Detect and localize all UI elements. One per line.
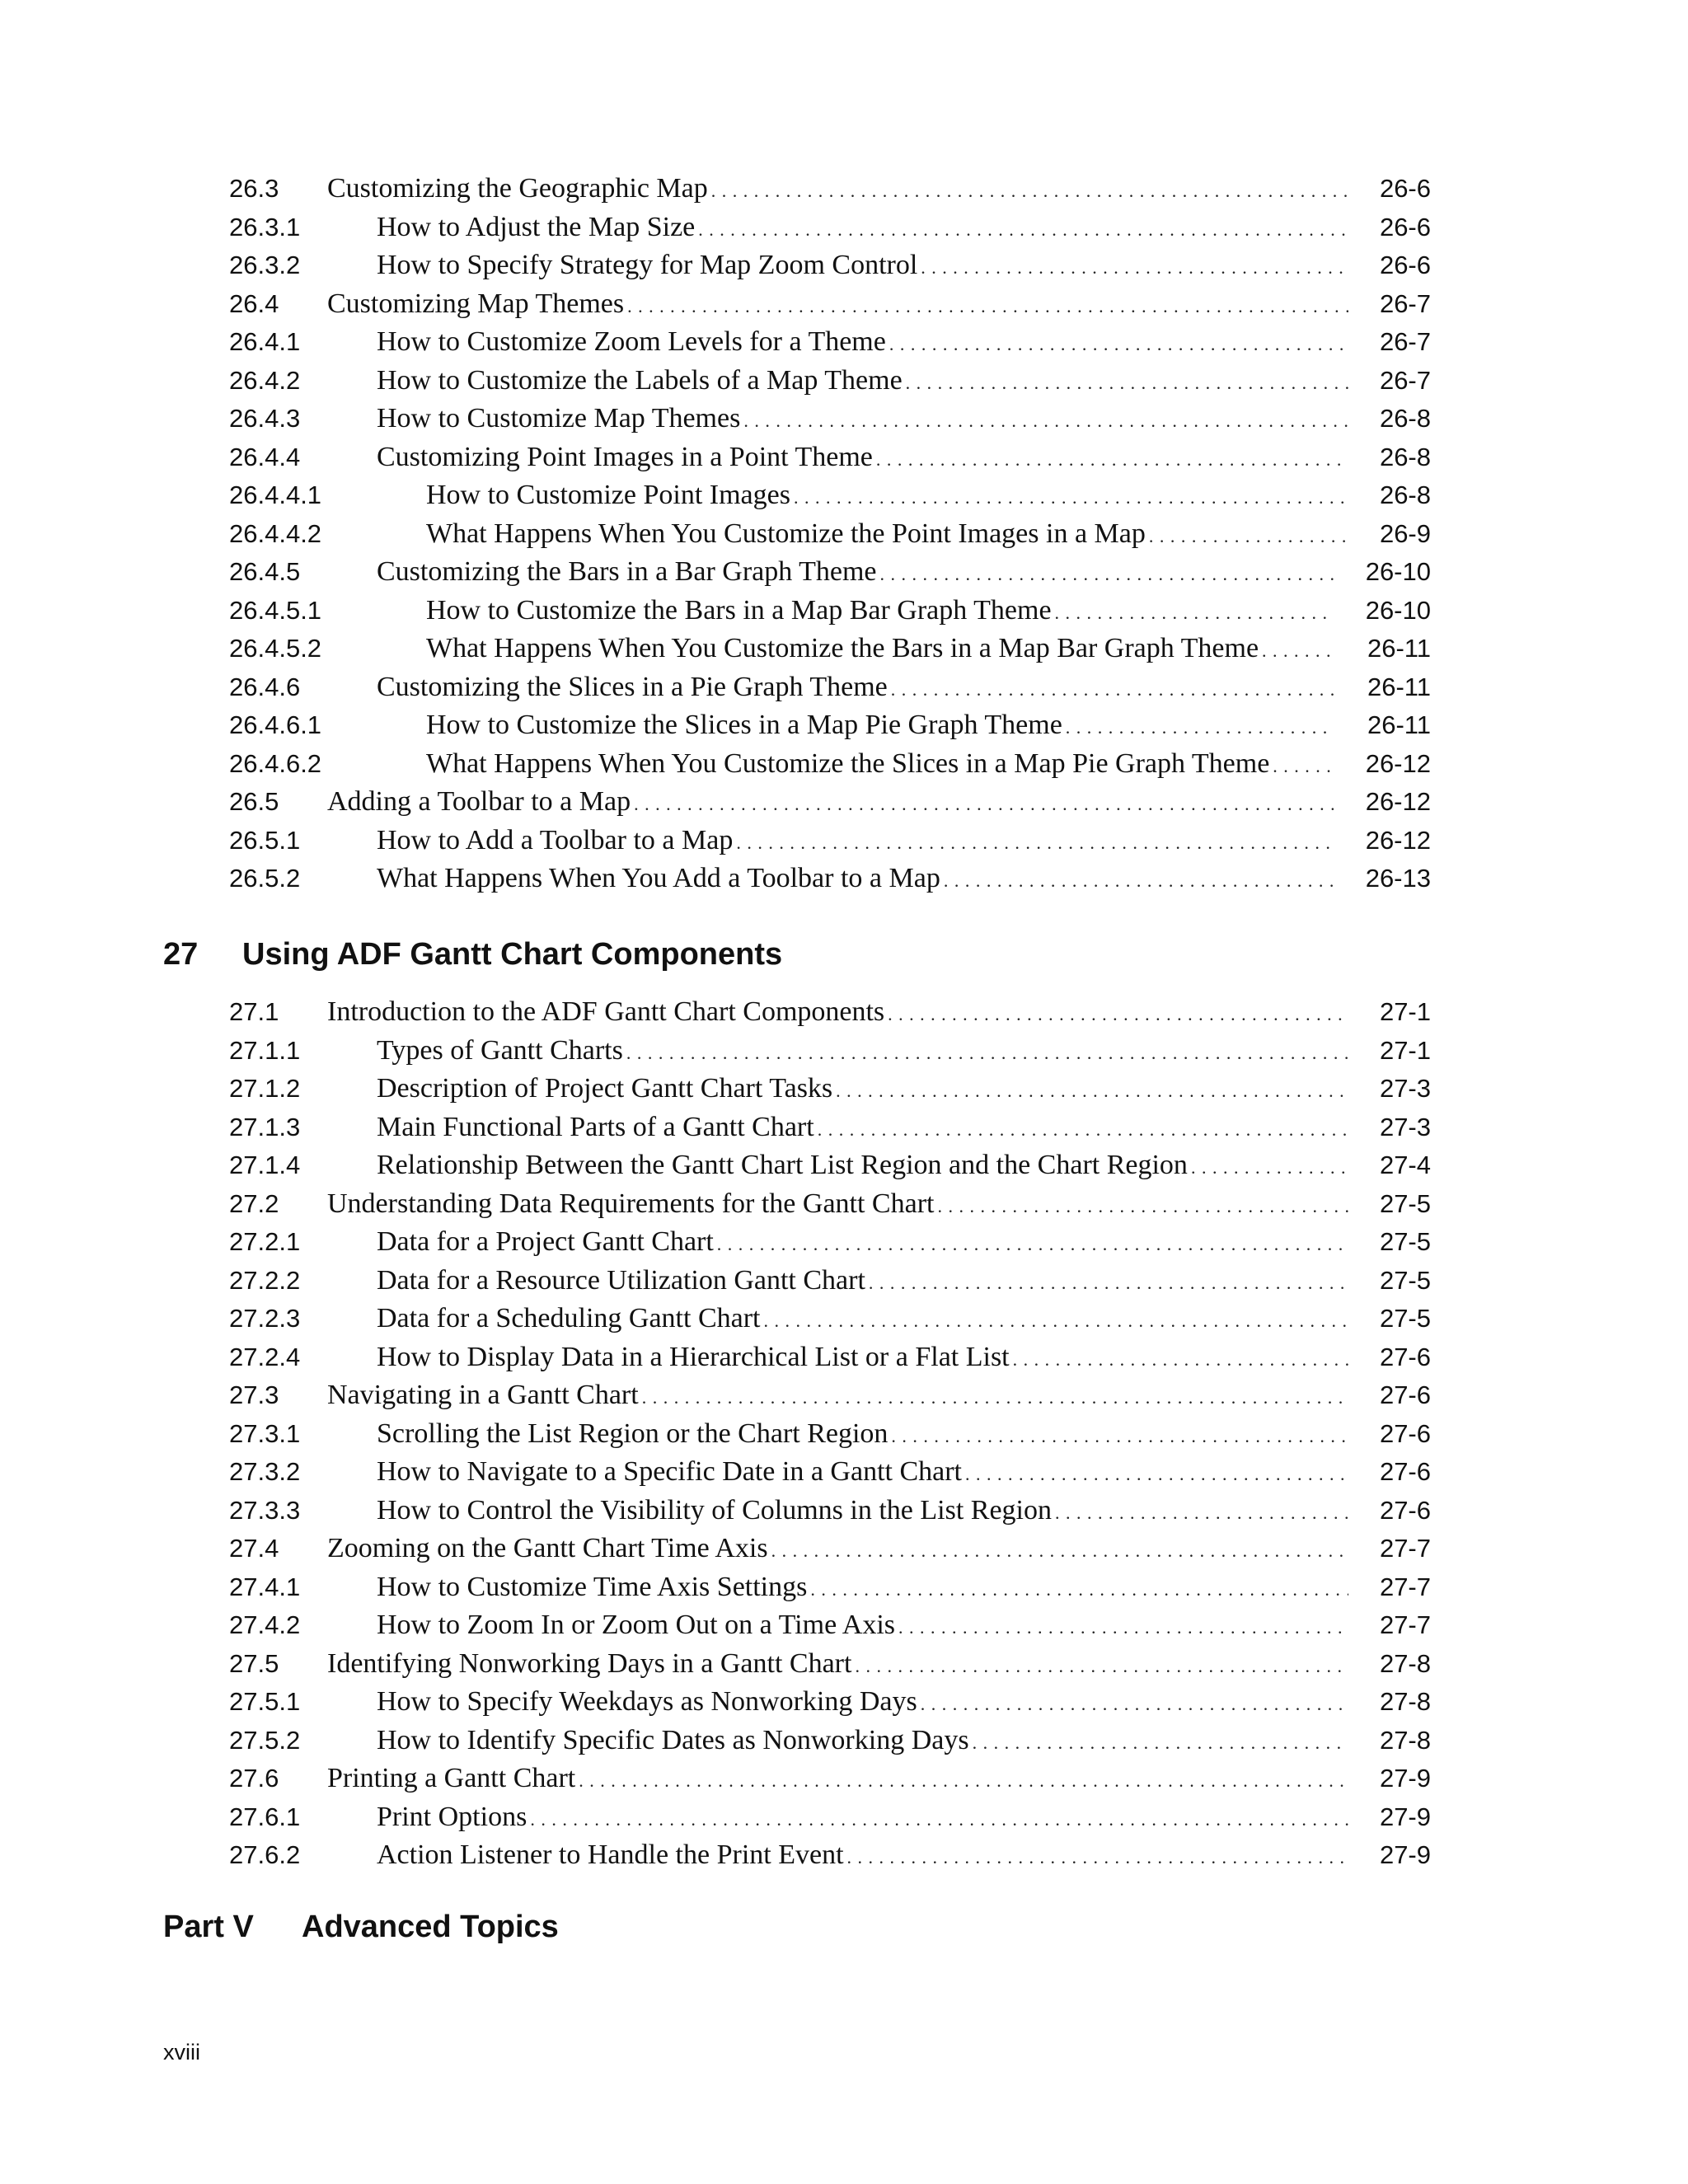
- toc-entry-title-line[interactable]: [377, 1568, 1348, 1606]
- toc-entry-number: 26.5.1: [229, 825, 301, 855]
- toc-entry-page[interactable]: 26-11: [1367, 710, 1431, 739]
- toc-entry-title[interactable]: Action Listener to Handle the Print Event: [377, 1840, 844, 1870]
- toc-entry[interactable]: [0, 1070, 1688, 1108]
- toc-entry-number: 26.4.3: [229, 404, 301, 433]
- toc-entry[interactable]: [0, 1146, 1688, 1185]
- toc-section-26: [0, 170, 1688, 898]
- toc-entry[interactable]: [0, 860, 1688, 898]
- toc-entry[interactable]: [0, 783, 1688, 822]
- toc-entry-page[interactable]: 26-12: [1365, 825, 1431, 855]
- dot-leader: [810, 1571, 1348, 1606]
- toc-entry[interactable]: [0, 1376, 1688, 1415]
- toc-entry-number: 27.4: [229, 1534, 279, 1563]
- toc-entry-number: 27.3: [229, 1380, 279, 1409]
- toc-entry-number: 27.6.1: [229, 1802, 301, 1831]
- toc-entry-page[interactable]: 27-5: [1379, 1304, 1431, 1333]
- toc-entry[interactable]: [0, 745, 1688, 784]
- toc-entry-title-line[interactable]: [377, 1262, 1348, 1300]
- toc-entry-title-line[interactable]: [377, 1683, 1348, 1721]
- toc-entry-title[interactable]: What Happens When You Customize the Bars in a Map Bar Graph Theme: [426, 633, 1259, 663]
- toc-entry[interactable]: [0, 476, 1688, 515]
- dot-leader: [626, 1034, 1348, 1070]
- toc-entry-number: 26.4.4.1: [229, 480, 322, 509]
- dot-leader: [855, 1647, 1348, 1683]
- toc-entry-page[interactable]: 26-12: [1365, 748, 1431, 778]
- toc-entry-page[interactable]: 26-8: [1379, 480, 1431, 509]
- toc-entry-title[interactable]: How to Customize Map Themes: [377, 403, 741, 434]
- toc-entry-page[interactable]: 27-7: [1379, 1572, 1431, 1601]
- toc-entry-title[interactable]: How to Customize Zoom Levels for a Theme: [377, 326, 886, 357]
- toc-entry-title-line[interactable]: [327, 170, 1348, 208]
- toc-entry-title[interactable]: Customizing the Slices in a Pie Graph Theme: [377, 671, 888, 702]
- toc-entry-title-line[interactable]: [377, 1108, 1348, 1146]
- toc-entry[interactable]: [0, 170, 1688, 209]
- toc-entry-title-line[interactable]: [377, 1415, 1348, 1453]
- toc-section-27: [0, 993, 1688, 1875]
- toc-entry-title[interactable]: Data for a Scheduling Gantt Chart: [377, 1303, 761, 1333]
- toc-entry-title[interactable]: Customizing the Bars in a Bar Graph Theme: [377, 556, 877, 587]
- toc-entry-page[interactable]: 26-6: [1379, 174, 1431, 203]
- toc-entry-page[interactable]: 26-6: [1379, 212, 1431, 241]
- dot-leader: [530, 1801, 1348, 1836]
- toc-entry-page[interactable]: 27-6: [1379, 1495, 1431, 1525]
- toc-entry-title[interactable]: Scrolling the List Region or the Chart Region: [377, 1418, 889, 1449]
- dot-leader: [876, 441, 1348, 476]
- toc-entry-number: 27.1.4: [229, 1151, 301, 1179]
- toc-entry-title-line[interactable]: [377, 438, 1348, 476]
- toc-entry-page[interactable]: 27-1: [1379, 997, 1431, 1026]
- toc-entry-page[interactable]: 26-7: [1379, 327, 1431, 356]
- toc-entry-title[interactable]: Customizing the Geographic Map: [327, 173, 708, 204]
- toc-entry-number: 26.4.4: [229, 442, 301, 471]
- toc-entry-page[interactable]: 27-8: [1379, 1687, 1431, 1716]
- toc-entry-title[interactable]: How to Customize the Labels of a Map Theme: [377, 364, 903, 396]
- toc-entry-title[interactable]: Data for a Project Gantt Chart: [377, 1226, 714, 1257]
- toc-entry-title[interactable]: Identifying Nonworking Days in a Gantt Chart: [327, 1647, 852, 1679]
- dot-leader: [847, 1839, 1348, 1874]
- toc-entry-page[interactable]: 27-9: [1379, 1840, 1431, 1869]
- dot-leader: [1013, 1341, 1348, 1376]
- dot-leader: [1191, 1149, 1348, 1184]
- toc-entry-title[interactable]: Print Options: [377, 1801, 528, 1832]
- toc-entry-page[interactable]: 26-8: [1379, 442, 1431, 471]
- toc-entry-title-line[interactable]: [426, 592, 1334, 630]
- dot-leader: [698, 211, 1348, 246]
- toc-entry[interactable]: [0, 1223, 1688, 1262]
- toc-entry-number: 27.4.1: [229, 1572, 301, 1601]
- toc-entry-title-line[interactable]: [377, 822, 1334, 860]
- dot-leader: [1055, 594, 1334, 630]
- toc-entry-number: 26.4.4.2: [229, 518, 322, 548]
- toc-entry-title[interactable]: Customizing Point Images in a Point Theme: [377, 441, 873, 472]
- toc-entry-number: 26.4.5.1: [229, 595, 322, 625]
- toc-entry[interactable]: [0, 1108, 1688, 1147]
- toc-entry-number: 27.1.1: [229, 1035, 301, 1065]
- toc-entry-title-line[interactable]: [327, 783, 1334, 821]
- toc-entry-number: 27.6: [229, 1764, 279, 1793]
- toc-entry-title-line[interactable]: [377, 1338, 1348, 1376]
- toc-entry-number: 27.1.2: [229, 1074, 301, 1103]
- part-label: Part V: [163, 1910, 254, 1944]
- toc-entry[interactable]: [0, 1453, 1688, 1492]
- toc-entry[interactable]: [0, 209, 1688, 247]
- toc-entry-number: 26.4.2: [229, 365, 301, 395]
- toc-entry[interactable]: [0, 1722, 1688, 1760]
- toc-entry-title-line[interactable]: [377, 1492, 1348, 1530]
- toc-entry-page[interactable]: 26-9: [1379, 518, 1431, 548]
- dot-leader: [888, 996, 1348, 1031]
- dot-leader: [627, 288, 1348, 323]
- dot-leader: [771, 1532, 1348, 1568]
- toc-entry-title[interactable]: How to Navigate to a Specific Date in a Gantt Chart: [377, 1456, 962, 1487]
- toc-entry-number: 26.4.5.2: [229, 634, 322, 663]
- toc-entry[interactable]: [0, 706, 1688, 745]
- dot-leader: [1262, 632, 1334, 668]
- toc-entry-page[interactable]: 26-10: [1365, 557, 1431, 586]
- toc-entry-title[interactable]: How to Identify Specific Dates as Nonworking Days: [377, 1724, 969, 1755]
- toc-entry-number: 26.5: [229, 787, 279, 816]
- toc-entry-title-line[interactable]: [426, 745, 1334, 783]
- chapter-title[interactable]: Using ADF Gantt Chart Components: [242, 937, 783, 972]
- toc-entry-number: 26.3.1: [229, 212, 301, 241]
- toc-entry-title[interactable]: How to Customize Time Axis Settings: [377, 1571, 808, 1602]
- toc-entry[interactable]: [0, 1645, 1688, 1684]
- toc-entry-title[interactable]: Adding a Toolbar to a Map: [327, 786, 631, 817]
- toc-entry-title-line[interactable]: [377, 1798, 1348, 1836]
- toc-entry-title-line[interactable]: [327, 1645, 1348, 1683]
- toc-entry-page[interactable]: 27-6: [1379, 1342, 1431, 1371]
- dot-leader: [973, 1724, 1348, 1760]
- toc-entry-number: 26.5.2: [229, 864, 301, 893]
- toc-entry[interactable]: [0, 323, 1688, 362]
- toc-entry-title-line[interactable]: [377, 1606, 1348, 1644]
- toc-entry-page[interactable]: 27-9: [1379, 1764, 1431, 1793]
- dot-leader: [869, 1264, 1348, 1300]
- toc-entry[interactable]: [0, 1836, 1688, 1875]
- dot-leader: [579, 1762, 1348, 1797]
- toc-entry-title[interactable]: How to Customize Point Images: [426, 480, 790, 510]
- toc-entry-title-line[interactable]: [377, 553, 1334, 591]
- toc-entry-title[interactable]: Printing a Gantt Chart: [327, 1763, 576, 1793]
- toc-entry-page[interactable]: 27-6: [1379, 1457, 1431, 1486]
- toc-entry-number: 27.5: [229, 1648, 279, 1678]
- toc-entry-number: 27.5.2: [229, 1725, 301, 1755]
- toc-entry-page[interactable]: 26-11: [1367, 634, 1431, 663]
- toc-entry-title[interactable]: How to Specify Strategy for Map Zoom Control: [377, 250, 918, 280]
- toc-entry[interactable]: [0, 1530, 1688, 1568]
- dot-leader: [880, 555, 1334, 591]
- toc-entry-number: 27.3.1: [229, 1418, 301, 1448]
- toc-entry-page[interactable]: 27-8: [1379, 1725, 1431, 1755]
- toc-entry-number: 27.2.4: [229, 1342, 301, 1371]
- toc-entry-title[interactable]: Zooming on the Gantt Chart Time Axis: [327, 1533, 768, 1563]
- toc-entry[interactable]: [0, 1185, 1688, 1224]
- toc-entry-title[interactable]: Understanding Data Requirements for the Gantt Chart: [327, 1188, 935, 1219]
- dot-leader: [642, 1379, 1348, 1414]
- dot-leader: [898, 1609, 1348, 1644]
- dot-leader: [1066, 709, 1334, 744]
- toc-entry-title-line[interactable]: [377, 400, 1348, 438]
- toc-entry[interactable]: [0, 438, 1688, 477]
- dot-leader: [889, 326, 1348, 361]
- toc-entry-page[interactable]: 27-5: [1379, 1188, 1431, 1218]
- dot-leader: [743, 402, 1348, 438]
- toc-entry-number: 27.2.3: [229, 1304, 301, 1333]
- toc-entry-title-line[interactable]: [327, 1530, 1348, 1568]
- dot-leader: [1055, 1494, 1348, 1530]
- toc-entry-title-line[interactable]: [327, 1760, 1348, 1797]
- toc-entry-number: 26.4.1: [229, 327, 301, 356]
- toc-entry-page[interactable]: 26-8: [1379, 404, 1431, 433]
- toc-entry[interactable]: [0, 362, 1688, 401]
- toc-entry[interactable]: [0, 1683, 1688, 1722]
- toc-entry-number: 26.3: [229, 174, 279, 203]
- toc-entry-title-line[interactable]: [426, 476, 1348, 514]
- toc-entry-number: 26.4.5: [229, 557, 301, 586]
- dot-leader: [891, 1418, 1348, 1453]
- toc-entry[interactable]: [0, 1262, 1688, 1301]
- toc-entry-number: 27.2.2: [229, 1265, 301, 1295]
- toc-entry-title[interactable]: How to Customize the Bars in a Map Bar Graph Theme: [426, 594, 1052, 626]
- toc-entry-title[interactable]: What Happens When You Add a Toolbar to a Map: [377, 863, 940, 893]
- dot-leader: [717, 1226, 1348, 1261]
- toc-entry-title-line[interactable]: [377, 1453, 1348, 1491]
- toc-entry-title[interactable]: How to Specify Weekdays as Nonworking Days: [377, 1686, 917, 1717]
- toc-entry[interactable]: [0, 285, 1688, 324]
- toc-entry-page[interactable]: 27-6: [1379, 1380, 1431, 1409]
- page-number: xviii: [163, 2040, 200, 2064]
- toc-entry-title-line[interactable]: [327, 993, 1348, 1031]
- toc-entry-page[interactable]: 26-11: [1367, 672, 1431, 701]
- toc-entry[interactable]: [0, 246, 1688, 285]
- toc-entry-title-line[interactable]: [377, 668, 1334, 706]
- toc-entry-title[interactable]: How to Add a Toolbar to a Map: [377, 824, 734, 855]
- toc-entry-page[interactable]: 26-7: [1379, 288, 1431, 318]
- toc-entry[interactable]: [0, 1415, 1688, 1454]
- toc-entry-title[interactable]: What Happens When You Customize the Point Images in a Map: [426, 518, 1146, 549]
- toc-entry-title[interactable]: How to Display Data in a Hierarchical List or a Flat List: [377, 1341, 1010, 1372]
- toc-entry-number: 27.1.3: [229, 1112, 301, 1141]
- toc-entry-title[interactable]: What Happens When You Customize the Slices in a Map Pie Graph Theme: [426, 748, 1270, 779]
- dot-leader: [794, 479, 1348, 514]
- toc-entry[interactable]: [0, 630, 1688, 668]
- toc-entry-title[interactable]: Introduction to the ADF Gantt Chart Components: [327, 996, 885, 1027]
- dot-leader: [736, 824, 1334, 860]
- toc-entry-title-line[interactable]: [327, 1185, 1348, 1223]
- dot-leader: [937, 1188, 1348, 1223]
- toc-entry-number: 27.1: [229, 997, 279, 1026]
- toc-entry-title-line[interactable]: [377, 362, 1348, 400]
- dot-leader: [634, 785, 1334, 821]
- dot-leader: [818, 1111, 1348, 1146]
- toc-entry-title-line[interactable]: [377, 1722, 1348, 1760]
- toc-entry-title[interactable]: Navigating in a Gantt Chart: [327, 1380, 639, 1410]
- dot-leader: [906, 364, 1348, 400]
- toc-entry-title-line[interactable]: [377, 323, 1348, 361]
- chapter-heading: [163, 931, 782, 977]
- dot-leader: [944, 862, 1334, 898]
- toc-entry-page[interactable]: 26-7: [1379, 365, 1431, 395]
- toc-entry[interactable]: [0, 592, 1688, 630]
- toc-entry[interactable]: [0, 1798, 1688, 1837]
- toc-entry[interactable]: [0, 1338, 1688, 1377]
- toc-entry-page[interactable]: 27-7: [1379, 1610, 1431, 1639]
- toc-entry[interactable]: [0, 1300, 1688, 1338]
- toc-entry-page[interactable]: 27-6: [1379, 1418, 1431, 1448]
- toc-entry-title-line[interactable]: [377, 246, 1348, 284]
- toc-entry-page[interactable]: 26-13: [1365, 864, 1431, 893]
- toc-entry[interactable]: [0, 400, 1688, 438]
- toc-entry-page[interactable]: 26-12: [1365, 787, 1431, 816]
- toc-entry-title-line[interactable]: [327, 1376, 1348, 1414]
- toc-entry-number: 27.3.3: [229, 1495, 301, 1525]
- toc-entry-page[interactable]: 27-9: [1379, 1802, 1431, 1831]
- toc-entry-page[interactable]: 27-5: [1379, 1227, 1431, 1256]
- toc-entry-title[interactable]: How to Adjust the Map Size: [377, 211, 696, 242]
- toc-entry-number: 27.2.1: [229, 1227, 301, 1256]
- dot-leader: [921, 249, 1348, 284]
- toc-entry-page[interactable]: 26-10: [1365, 595, 1431, 625]
- dot-leader: [891, 671, 1334, 706]
- dot-leader: [965, 1455, 1348, 1491]
- toc-entry-title-line[interactable]: [377, 1032, 1348, 1070]
- toc-entry-number: 27.2: [229, 1188, 279, 1218]
- toc-entry-title[interactable]: How to Zoom In or Zoom Out on a Time Axis: [377, 1610, 896, 1640]
- toc-entry[interactable]: [0, 1760, 1688, 1798]
- toc-entry-number: 26.3.2: [229, 251, 301, 279]
- toc-entry[interactable]: [0, 1492, 1688, 1530]
- toc-entry-title[interactable]: Main Functional Parts of a Gantt Chart: [377, 1111, 814, 1142]
- toc-entry-page[interactable]: 27-3: [1379, 1074, 1431, 1103]
- dot-leader: [763, 1302, 1348, 1338]
- toc-entry-title-line[interactable]: [327, 285, 1348, 323]
- dot-leader: [1273, 748, 1334, 783]
- toc-entry-title[interactable]: Relationship Between the Gantt Chart List Region and the Chart Region: [377, 1150, 1188, 1180]
- toc-entry-title[interactable]: How to Customize the Slices in a Map Pie Graph Theme: [426, 710, 1062, 740]
- toc-entry-number: 27.5.1: [229, 1687, 301, 1716]
- toc-entry-title[interactable]: How to Control the Visibility of Columns in the List Region: [377, 1494, 1053, 1526]
- toc-entry[interactable]: [0, 993, 1688, 1032]
- toc-entry-page[interactable]: 27-5: [1379, 1265, 1431, 1295]
- toc-entry-title-line[interactable]: [377, 1070, 1348, 1108]
- toc-entry-title-line[interactable]: [426, 630, 1334, 668]
- toc-entry[interactable]: [0, 1606, 1688, 1645]
- toc-entry-number: 27.6.2: [229, 1840, 301, 1869]
- toc-entry-title-line[interactable]: [426, 515, 1348, 553]
- toc-entry-page[interactable]: 26-6: [1379, 251, 1431, 279]
- toc-entry-page[interactable]: 27-1: [1379, 1035, 1431, 1065]
- toc-entry-page[interactable]: 27-3: [1379, 1112, 1431, 1141]
- toc-entry[interactable]: [0, 822, 1688, 860]
- toc-entry-title[interactable]: Types of Gantt Charts: [377, 1034, 623, 1066]
- toc-entry-number: 26.4.6: [229, 672, 301, 701]
- toc-entry-title[interactable]: Description of Project Gantt Chart Tasks: [377, 1073, 833, 1104]
- dot-leader: [711, 172, 1348, 208]
- toc-entry-title-line[interactable]: [377, 209, 1348, 246]
- toc-entry-page[interactable]: 27-7: [1379, 1534, 1431, 1563]
- toc-entry[interactable]: [0, 553, 1688, 592]
- toc-entry[interactable]: [0, 668, 1688, 707]
- toc-entry-number: 27.4.2: [229, 1610, 301, 1639]
- toc-entry-number: 26.4.6.1: [229, 710, 322, 739]
- toc-entry[interactable]: [0, 1032, 1688, 1071]
- toc-entry[interactable]: [0, 1568, 1688, 1607]
- toc-entry-title-line[interactable]: [377, 1836, 1348, 1874]
- toc-entry-title-line[interactable]: [377, 1146, 1348, 1184]
- toc-entry-number: 26.4: [229, 288, 279, 318]
- toc-entry-number: 26.4.6.2: [229, 748, 322, 778]
- chapter-number: 27: [163, 937, 199, 972]
- dot-leader: [921, 1685, 1348, 1721]
- dot-leader: [1149, 518, 1348, 553]
- toc-entry-page[interactable]: 27-4: [1379, 1151, 1431, 1179]
- toc-entry-number: 27.3.2: [229, 1457, 301, 1486]
- toc-entry-page[interactable]: 27-8: [1379, 1648, 1431, 1678]
- toc-entry-title-line[interactable]: [377, 1223, 1348, 1261]
- toc-entry-title-line[interactable]: [377, 1300, 1348, 1338]
- toc-entry[interactable]: [0, 515, 1688, 554]
- part-heading: [163, 1904, 559, 1950]
- dot-leader: [836, 1072, 1348, 1108]
- part-title[interactable]: Advanced Topics: [302, 1910, 559, 1944]
- toc-entry-title-line[interactable]: [377, 860, 1334, 898]
- toc-entry-title-line[interactable]: [426, 706, 1334, 744]
- toc-entry-title[interactable]: Data for a Resource Utilization Gantt Chart: [377, 1264, 865, 1296]
- toc-entry-title[interactable]: Customizing Map Themes: [327, 288, 625, 319]
